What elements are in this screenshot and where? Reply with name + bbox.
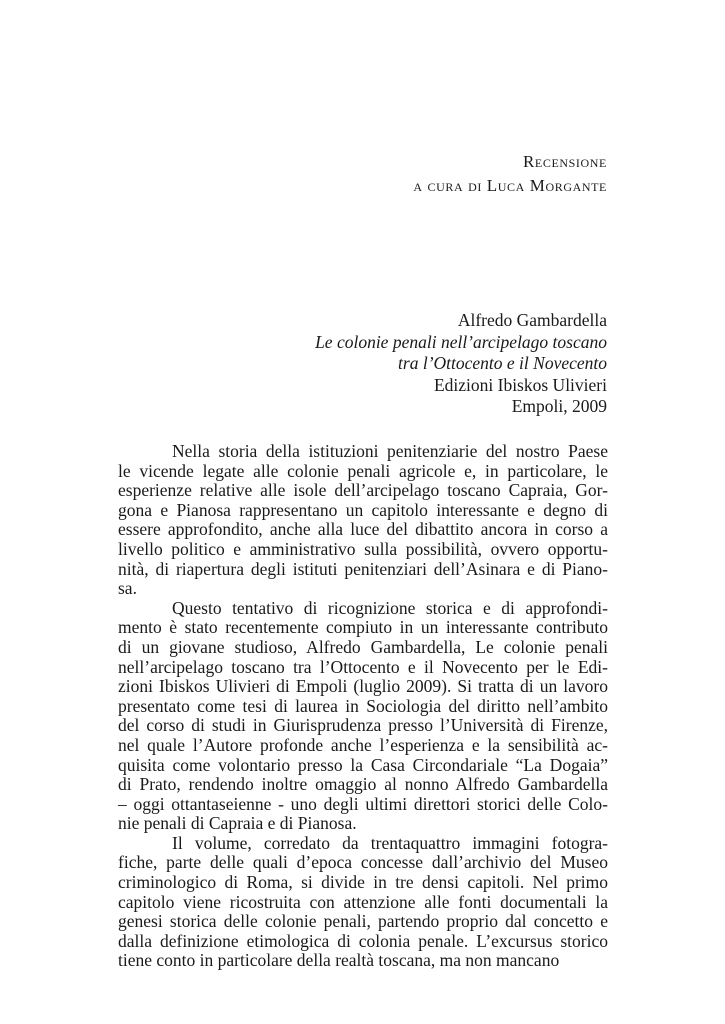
body-paragraph: [118, 834, 608, 971]
book-reference: [315, 310, 607, 418]
body-line: essere approfondito, anche alla luce del dibattito ancora in corso a: [118, 519, 608, 540]
body-line: di un giovane studioso, Alfredo Gambardella, Le colonie penali: [118, 636, 608, 657]
body-line: Nella storia della istituzioni penitenziarie del nostro Paese: [172, 441, 608, 461]
body-line: fiche, parte delle quali d’epoca concesse dall’archivio del Museo: [118, 852, 608, 873]
body-line: livello politico e amministrativo sulla possibilità, ovvero opportu-: [118, 538, 608, 559]
body-line: tiene conto in particolare della realtà toscana, ma non mancano: [118, 950, 560, 971]
body-line: nità, di riapertura degli istituti penitenziari dell’Asinara e di Piano-: [118, 558, 608, 579]
body-line: presentato come tesi di laurea in Sociologia del diritto nell’ambito: [118, 695, 608, 716]
book-title-line-1: Le colonie penali nell’arcipelago toscano: [315, 331, 607, 352]
review-header: [413, 150, 607, 198]
body-line: Questo tentativo di ricognizione storica e di approfondi-: [172, 597, 608, 618]
body-line: zioni Ibiskos Ulivieri di Empoli (luglio 2009). Si tratta di un lavoro: [118, 676, 608, 697]
body-line: nell’arcipelago toscano tra l’Ottocento e il Novecento per le Edi-: [118, 656, 608, 677]
body-line: capitolo viene ricostruita con attenzione alle fonti documentali la: [118, 891, 608, 912]
body-line: le vicende legate alle colonie penali agricole e, in particolare, le: [118, 460, 608, 481]
body-paragraph: [118, 442, 608, 599]
body-line: sa.: [118, 578, 137, 599]
review-curator: a cura di Luca Morgante: [413, 176, 607, 195]
body-line: Il volume, corredato da trentaquattro immagini fotogra-: [172, 832, 608, 853]
body-line: dalla definizione etimologica di colonia penale. L’excursus storico: [118, 930, 608, 951]
body-line: mento è stato recentemente compiuto in un interessante contributo: [118, 617, 608, 638]
body-line: esperienze relative alle isole dell’arcipelago toscano Capraia, Gor-: [118, 480, 608, 501]
body-line: – oggi ottantaseienne - uno degli ultimi direttori storici delle Colo-: [118, 793, 608, 814]
book-author: Alfredo Gambardella: [457, 310, 607, 330]
body-paragraph: [118, 599, 608, 834]
book-title-line-2: tra l’Ottocento e il Novecento: [398, 353, 607, 373]
body-line: criminologico di Roma, si divide in tre densi capitoli. Nel primo: [118, 872, 608, 893]
body-line: del corso di studi in Giurisprudenza presso l’Università di Firenze,: [118, 715, 608, 736]
body-line: di Prato, rendendo inoltre omaggio al nonno Alfredo Gambardella: [118, 774, 608, 795]
body-line: nie penali di Capraia e di Pianosa.: [118, 813, 357, 834]
book-publisher: Edizioni Ibiskos Ulivieri: [433, 374, 607, 395]
review-label: Recensione: [522, 152, 607, 171]
review-body: [118, 442, 608, 971]
body-line: nel quale l’Autore profonde anche l’esperienza e la sensibilità ac-: [118, 734, 608, 755]
body-line: genesi storica delle colonie penali, partendo proprio dal concetto e: [118, 911, 608, 932]
body-line: quisita come volontario presso la Casa Circondariale “La Dogaia”: [118, 754, 608, 775]
body-line: gona e Pianosa rappresentano un capitolo interessante e degno di: [118, 499, 608, 520]
book-place-year: Empoli, 2009: [511, 396, 607, 416]
